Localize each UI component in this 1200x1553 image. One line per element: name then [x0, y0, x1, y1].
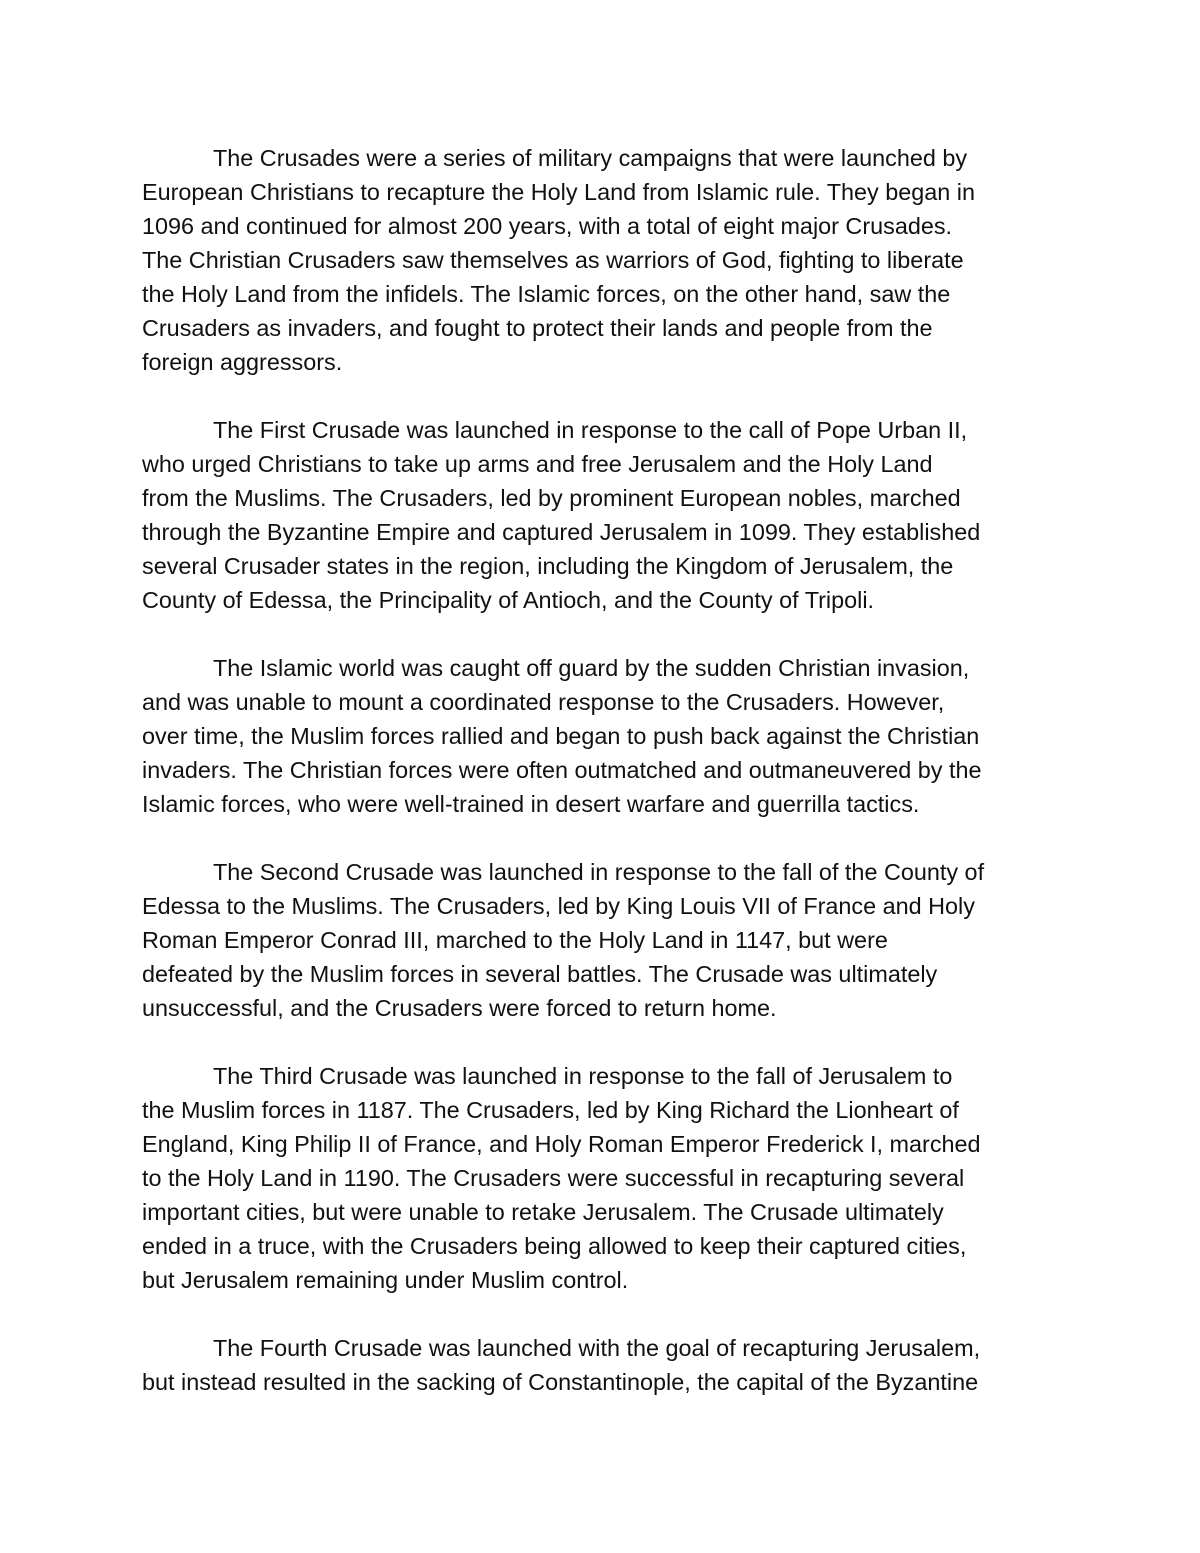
text-line: unsuccessful, and the Crusaders were forced to return home.	[142, 995, 777, 1021]
paragraph-second-crusade	[142, 855, 1060, 1025]
text-line: over time, the Muslim forces rallied and began to push back against the Christian	[142, 723, 980, 749]
text-line: and was unable to mount a coordinated response to the Crusaders. However,	[142, 689, 945, 715]
text-line: The First Crusade was launched in response to the call of Pope Urban II,	[213, 417, 968, 443]
text-line: County of Edessa, the Principality of Antioch, and the County of Tripoli.	[142, 587, 875, 613]
text-line: The Second Crusade was launched in response to the fall of the County of	[213, 859, 985, 885]
text-line: the Holy Land from the infidels. The Islamic forces, on the other hand, saw the	[142, 281, 951, 307]
text-line: to the Holy Land in 1190. The Crusaders were successful in recapturing several	[142, 1165, 965, 1191]
paragraph-fourth-crusade	[142, 1331, 1060, 1399]
text-line: Edessa to the Muslims. The Crusaders, led by King Louis VII of France and Holy	[142, 893, 975, 919]
text-line: foreign aggressors.	[142, 349, 343, 375]
text-line: Islamic forces, who were well-trained in desert warfare and guerrilla tactics.	[142, 791, 920, 817]
text-line: invaders. The Christian forces were often outmatched and outmaneuvered by the	[142, 757, 982, 783]
text-line: several Crusader states in the region, including the Kingdom of Jerusalem, the	[142, 553, 954, 579]
text-line: defeated by the Muslim forces in several battles. The Crusade was ultimately	[142, 961, 938, 987]
paragraph-third-crusade	[142, 1059, 1060, 1297]
text-line: through the Byzantine Empire and captured Jerusalem in 1099. They established	[142, 519, 981, 545]
text-line: from the Muslims. The Crusaders, led by prominent European nobles, marched	[142, 485, 961, 511]
text-line: but Jerusalem remaining under Muslim control.	[142, 1267, 629, 1293]
text-line: The Christian Crusaders saw themselves as warriors of God, fighting to liberate	[142, 247, 964, 273]
text-line: England, King Philip II of France, and Holy Roman Emperor Frederick I, marched	[142, 1131, 981, 1157]
paragraph-islamic-response	[142, 651, 1060, 821]
text-line: European Christians to recapture the Holy Land from Islamic rule. They began in	[142, 179, 975, 205]
text-line: The Islamic world was caught off guard by the sudden Christian invasion,	[213, 655, 970, 681]
paragraph-introduction	[142, 141, 1060, 379]
text-line: important cities, but were unable to retake Jerusalem. The Crusade ultimately	[142, 1199, 944, 1225]
text-line: The Fourth Crusade was launched with the goal of recapturing Jerusalem,	[213, 1335, 981, 1361]
text-line: but instead resulted in the sacking of Constantinople, the capital of the Byzantine	[142, 1369, 979, 1395]
text-line: The Crusades were a series of military campaigns that were launched by	[213, 145, 968, 171]
text-line: who urged Christians to take up arms and free Jerusalem and the Holy Land	[142, 451, 933, 477]
text-line: Roman Emperor Conrad III, marched to the Holy Land in 1147, but were	[142, 927, 888, 953]
text-line: Crusaders as invaders, and fought to protect their lands and people from the	[142, 315, 933, 341]
text-line: The Third Crusade was launched in response to the fall of Jerusalem to	[213, 1063, 953, 1089]
text-line: 1096 and continued for almost 200 years, with a total of eight major Crusades.	[142, 213, 953, 239]
text-line: the Muslim forces in 1187. The Crusaders, led by King Richard the Lionheart of	[142, 1097, 959, 1123]
document-body	[142, 141, 1060, 1433]
text-line: ended in a truce, with the Crusaders being allowed to keep their captured cities,	[142, 1233, 967, 1259]
paragraph-first-crusade	[142, 413, 1060, 617]
